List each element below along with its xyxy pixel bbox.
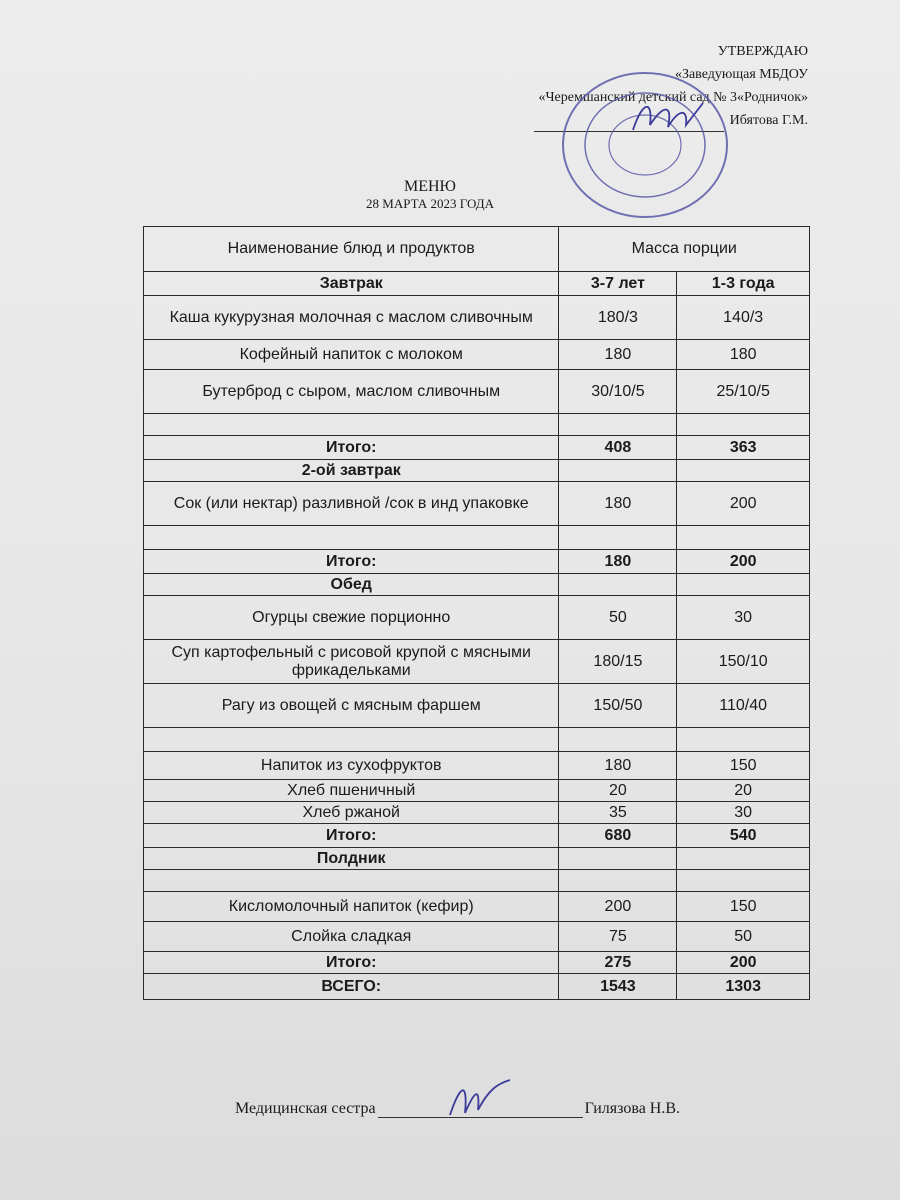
mass-3-7-cell — [559, 848, 677, 870]
mass-3-7-cell — [559, 870, 677, 892]
mass-3-7-cell — [559, 526, 677, 550]
mass-1-3-cell: 150/10 — [677, 640, 810, 684]
mass-1-3-cell: 200 — [677, 482, 810, 526]
dish-name-cell: Полдник — [144, 848, 559, 870]
menu-table — [143, 226, 810, 1000]
nurse-role: Медицинская сестра — [235, 1100, 376, 1117]
header-mass-cell: Масса порции — [559, 227, 810, 272]
mass-3-7-cell: 180 — [559, 550, 677, 574]
dish-name-cell: Обед — [144, 574, 559, 596]
mass-1-3-cell: 50 — [677, 922, 810, 952]
dish-name-cell: Сок (или нектар) разливной /сок в инд упаковке — [144, 482, 559, 526]
mass-1-3-cell — [677, 728, 810, 752]
table-row — [144, 482, 810, 526]
dish-name-cell: Итого: — [144, 436, 559, 460]
dish-name-cell: Бутерброд с сыром, маслом сливочным — [144, 370, 559, 414]
director-signature-icon — [628, 95, 708, 140]
table-row — [144, 824, 810, 848]
mass-1-3-cell: 1303 — [677, 974, 810, 1000]
nurse-name: Гилязова Н.В. — [584, 1100, 681, 1117]
mass-3-7-cell: 180 — [559, 340, 677, 370]
dish-name-cell: Суп картофельный с рисовой крупой с мясными фрикадельками — [144, 640, 559, 684]
dish-name-cell: Каша кукурузная молочная с маслом сливочным — [144, 296, 559, 340]
dish-name-cell — [144, 414, 559, 436]
table-row — [144, 728, 810, 752]
table-row — [144, 780, 810, 802]
dish-name-cell: Напиток из сухофруктов — [144, 752, 559, 780]
table-row — [144, 974, 810, 1000]
mass-3-7-cell — [559, 728, 677, 752]
header-name-cell: Наименование блюд и продуктов — [144, 227, 559, 272]
nurse-signature-icon — [440, 1075, 515, 1120]
table-header-row — [144, 227, 810, 272]
mass-3-7-cell: 30/10/5 — [559, 370, 677, 414]
mass-1-3-cell — [677, 574, 810, 596]
table-row — [144, 684, 810, 728]
dish-name-cell: Хлеб ржаной — [144, 802, 559, 824]
approval-organization: «Черемшанский детский сад № 3«Родничок» — [538, 90, 808, 105]
mass-1-3-cell — [677, 848, 810, 870]
mass-3-7-cell — [559, 574, 677, 596]
mass-1-3-cell: 150 — [677, 892, 810, 922]
table-row — [144, 296, 810, 340]
table-row — [144, 272, 810, 296]
mass-3-7-cell: 180/3 — [559, 296, 677, 340]
mass-3-7-cell: 180 — [559, 482, 677, 526]
mass-3-7-cell — [559, 460, 677, 482]
table-row — [144, 952, 810, 974]
mass-3-7-cell: 408 — [559, 436, 677, 460]
table-row — [144, 526, 810, 550]
dish-name-cell — [144, 526, 559, 550]
mass-1-3-cell: 140/3 — [677, 296, 810, 340]
table-row — [144, 892, 810, 922]
mass-1-3-cell: 20 — [677, 780, 810, 802]
table-row — [144, 752, 810, 780]
table-row — [144, 870, 810, 892]
mass-1-3-cell: 540 — [677, 824, 810, 848]
table-row — [144, 550, 810, 574]
mass-3-7-cell — [559, 414, 677, 436]
mass-3-7-cell: 50 — [559, 596, 677, 640]
table-row — [144, 436, 810, 460]
mass-3-7-cell: 680 — [559, 824, 677, 848]
table-row — [144, 848, 810, 870]
mass-3-7-cell: 75 — [559, 922, 677, 952]
mass-1-3-cell — [677, 414, 810, 436]
approval-title: УТВЕРЖДАЮ — [717, 44, 808, 59]
organization-stamp — [560, 70, 730, 220]
dish-name-cell: Итого: — [144, 550, 559, 574]
dish-name-cell: Хлеб пшеничный — [144, 780, 559, 802]
mass-1-3-cell: 180 — [677, 340, 810, 370]
menu-title: МЕНЮ — [404, 178, 456, 195]
mass-1-3-cell: 25/10/5 — [677, 370, 810, 414]
mass-1-3-cell: 30 — [677, 596, 810, 640]
table-row — [144, 574, 810, 596]
mass-3-7-cell: 1543 — [559, 974, 677, 1000]
dish-name-cell: Огурцы свежие порционно — [144, 596, 559, 640]
table-row — [144, 802, 810, 824]
dish-name-cell — [144, 728, 559, 752]
mass-3-7-cell: 3-7 лет — [559, 272, 677, 296]
table-row — [144, 596, 810, 640]
mass-1-3-cell: 150 — [677, 752, 810, 780]
mass-3-7-cell: 200 — [559, 892, 677, 922]
mass-3-7-cell: 35 — [559, 802, 677, 824]
dish-name-cell: Рагу из овощей с мясным фаршем — [144, 684, 559, 728]
mass-1-3-cell — [677, 870, 810, 892]
dish-name-cell: 2-ой завтрак — [144, 460, 559, 482]
mass-1-3-cell: 30 — [677, 802, 810, 824]
table-row — [144, 922, 810, 952]
mass-3-7-cell: 275 — [559, 952, 677, 974]
approval-position: «Заведующая МБДОУ — [674, 67, 808, 82]
mass-3-7-cell: 180/15 — [559, 640, 677, 684]
dish-name-cell: Итого: — [144, 824, 559, 848]
mass-1-3-cell — [677, 460, 810, 482]
mass-1-3-cell: 1-3 года — [677, 272, 810, 296]
dish-name-cell: Кофейный напиток с молоком — [144, 340, 559, 370]
dish-name-cell: Завтрак — [144, 272, 559, 296]
dish-name-cell: Кисломолочный напиток (кефир) — [144, 892, 559, 922]
table-row — [144, 370, 810, 414]
dish-name-cell: Итого: — [144, 952, 559, 974]
table-row — [144, 640, 810, 684]
document-title — [330, 178, 530, 212]
table-row — [144, 460, 810, 482]
mass-3-7-cell: 150/50 — [559, 684, 677, 728]
mass-1-3-cell: 200 — [677, 550, 810, 574]
dish-name-cell: Слойка сладкая — [144, 922, 559, 952]
menu-date: 28 МАРТА 2023 ГОДА — [366, 196, 494, 211]
table-row — [144, 414, 810, 436]
mass-1-3-cell: 200 — [677, 952, 810, 974]
mass-1-3-cell: 363 — [677, 436, 810, 460]
approver-name: Ибятова Г.М. — [729, 113, 808, 128]
table-row — [144, 340, 810, 370]
mass-1-3-cell: 110/40 — [677, 684, 810, 728]
dish-name-cell — [144, 870, 559, 892]
mass-3-7-cell: 180 — [559, 752, 677, 780]
dish-name-cell: ВСЕГО: — [144, 974, 559, 1000]
mass-3-7-cell: 20 — [559, 780, 677, 802]
mass-1-3-cell — [677, 526, 810, 550]
